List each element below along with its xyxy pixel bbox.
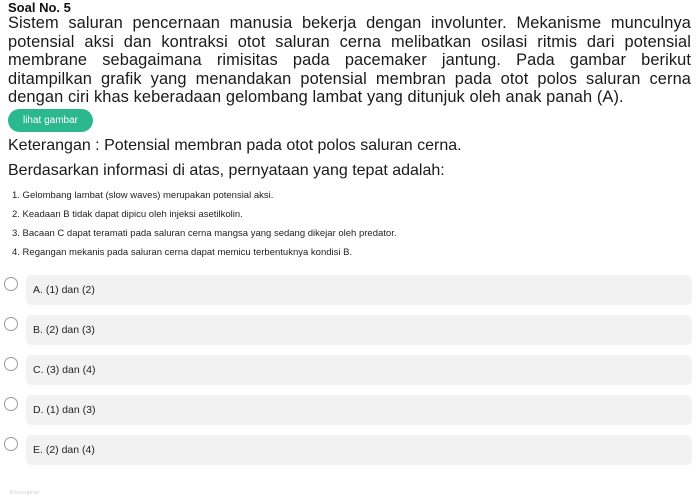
option-b[interactable] bbox=[26, 315, 692, 345]
option-e-label: E. (2) dan (4) bbox=[33, 444, 95, 456]
option-d-label: D. (1) dan (3) bbox=[33, 404, 96, 416]
option-d[interactable] bbox=[26, 395, 692, 425]
statement-1: 1. Gelombang lambat (slow waves) merupakan potensial aksi. bbox=[12, 190, 274, 201]
question-prompt: Berdasarkan informasi di atas, pernyataan yang tepat adalah: bbox=[8, 162, 445, 179]
statement-2: 2. Keadaan B tidak dapat dipicu oleh injeksi asetilkolin. bbox=[12, 209, 243, 220]
question-number: Soal No. 5 bbox=[8, 0, 71, 15]
option-d-radio[interactable] bbox=[4, 397, 18, 411]
statement-3: 3. Bacaan C dapat teramati pada saluran cerna mangsa yang sedang dikejar oleh predator. bbox=[12, 228, 397, 239]
option-e[interactable] bbox=[26, 435, 692, 465]
option-c-radio[interactable] bbox=[4, 357, 18, 371]
option-a[interactable] bbox=[26, 275, 692, 305]
option-c[interactable] bbox=[26, 355, 692, 385]
option-a-radio[interactable] bbox=[4, 277, 18, 291]
clear-answer-link[interactable]: Kosongkan bbox=[10, 490, 40, 496]
option-b-radio[interactable] bbox=[4, 317, 18, 331]
image-caption: Keterangan : Potensial membran pada otot polos saluran cerna. bbox=[8, 137, 462, 154]
view-image-button[interactable]: lihat gambar bbox=[8, 109, 93, 132]
statement-4: 4. Regangan mekanis pada saluran cerna dapat memicu terbentuknya kondisi B. bbox=[12, 247, 353, 258]
option-b-label: B. (2) dan (3) bbox=[33, 324, 95, 336]
question-paragraph: Sistem saluran pencernaan manusia bekerja dengan involunter. Mekanisme munculnya potensial aksi dan kontraksi otot saluran cerna melibatkan osilasi ritmis dari potensial membrane sebagaimana rimisitas pada pacemaker jantung. Pada gambar berikut ditampilkan grafik yang menandakan potensial membran pada otot polos saluran cerna dengan ciri khas keberadaan gelombang lambat yang ditunjuk oleh anak panah (A). bbox=[8, 14, 691, 107]
option-c-label: C. (3) dan (4) bbox=[33, 364, 96, 376]
option-a-label: A. (1) dan (2) bbox=[33, 284, 95, 296]
option-e-radio[interactable] bbox=[4, 437, 18, 451]
